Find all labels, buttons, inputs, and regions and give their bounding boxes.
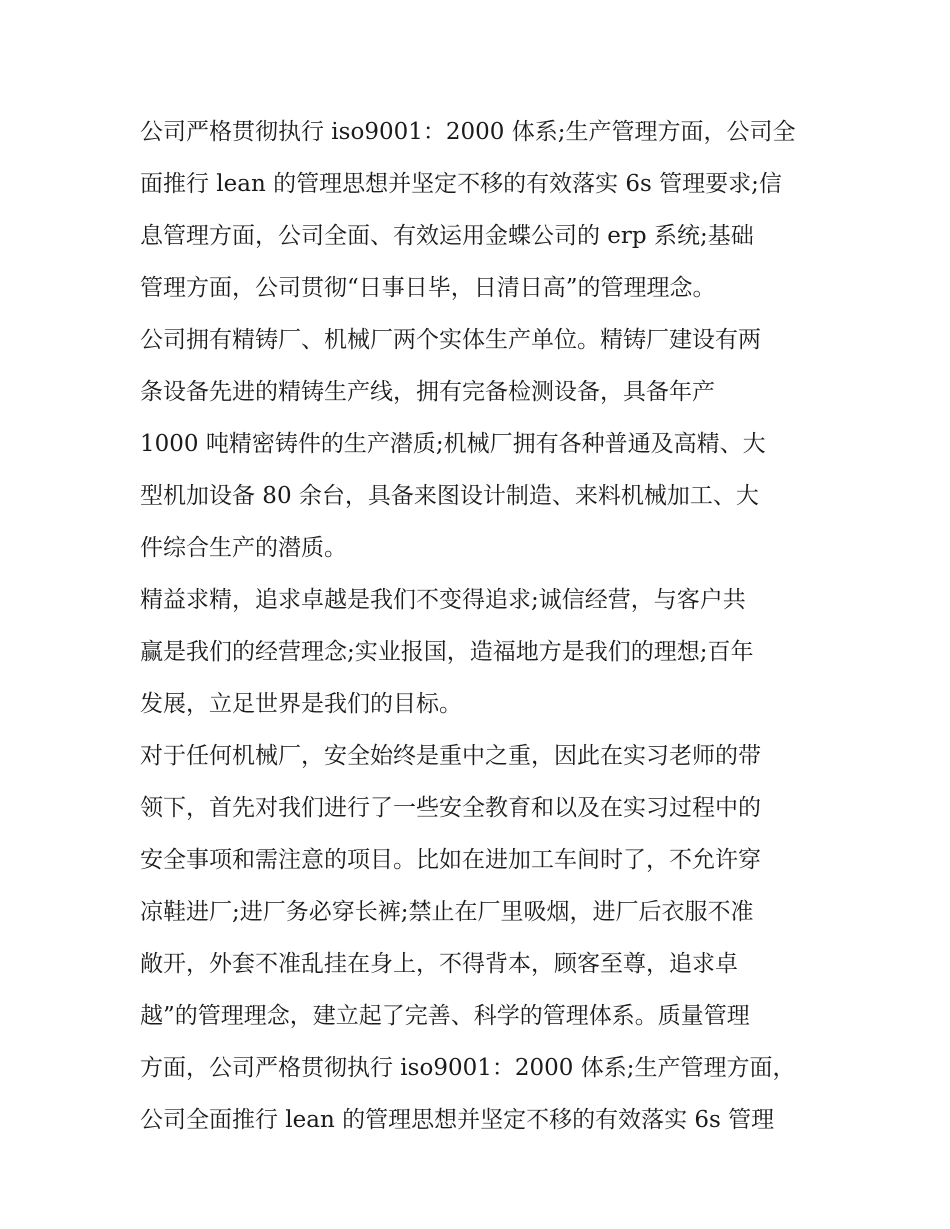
text-line: 件综合生产的潜质。	[140, 535, 347, 561]
text-line: 越”的管理理念，建立起了完善、科学的管理体系。质量管理	[140, 1003, 750, 1029]
text-line: 凉鞋进厂;进厂务必穿长裤;禁止在厂里吸烟，进厂后衣服不准	[140, 899, 754, 925]
text-line: 面推行 lean 的管理思想并坚定不移的有效落实 6s 管理要求;信	[140, 171, 782, 197]
text-line: 赢是我们的经营理念;实业报国，造福地方是我们的理想;百年	[140, 639, 754, 665]
document-body	[140, 106, 820, 1146]
text-line: 精益求精，追求卓越是我们不变得追求;诚信经营，与客户共	[140, 587, 746, 613]
text-line: 公司全面推行 lean 的管理思想并坚定不移的有效落实 6s 管理	[140, 1107, 775, 1133]
text-line: 管理方面，公司贯彻“日事日毕，日清日高”的管理理念。	[140, 275, 716, 301]
text-line: 公司拥有精铸厂、机械厂两个实体生产单位。精铸厂建设有两	[140, 327, 761, 353]
text-line: 领下，首先对我们进行了一些安全教育和以及在实习过程中的	[140, 795, 761, 821]
text-line: 息管理方面，公司全面、有效运用金蝶公司的 erp 系统;基础	[140, 223, 754, 249]
text-line: 安全事项和需注意的项目。比如在进加工车间时了，不允许穿	[140, 847, 761, 873]
text-line: 条设备先进的精铸生产线，拥有完备检测设备，具备年产	[140, 379, 715, 405]
text-line: 发展，立足世界是我们的目标。	[140, 691, 462, 717]
text-line: 公司严格贯彻执行 iso9001：2000 体系;生产管理方面，公司全	[140, 119, 796, 145]
text-line: 型机加设备 80 余台，具备来图设计制造、来料机械加工、大	[140, 483, 759, 509]
text-line: 对于任何机械厂，安全始终是重中之重，因此在实习老师的带	[140, 743, 761, 769]
text-line: 1000 吨精密铸件的生产潜质;机械厂拥有各种普通及高精、大	[140, 431, 766, 457]
text-line: 方面，公司严格贯彻执行 iso9001：2000 体系;生产管理方面，	[140, 1055, 796, 1081]
text-line: 敞开，外套不准乱挂在身上，不得背本，顾客至尊，追求卓	[140, 951, 738, 977]
